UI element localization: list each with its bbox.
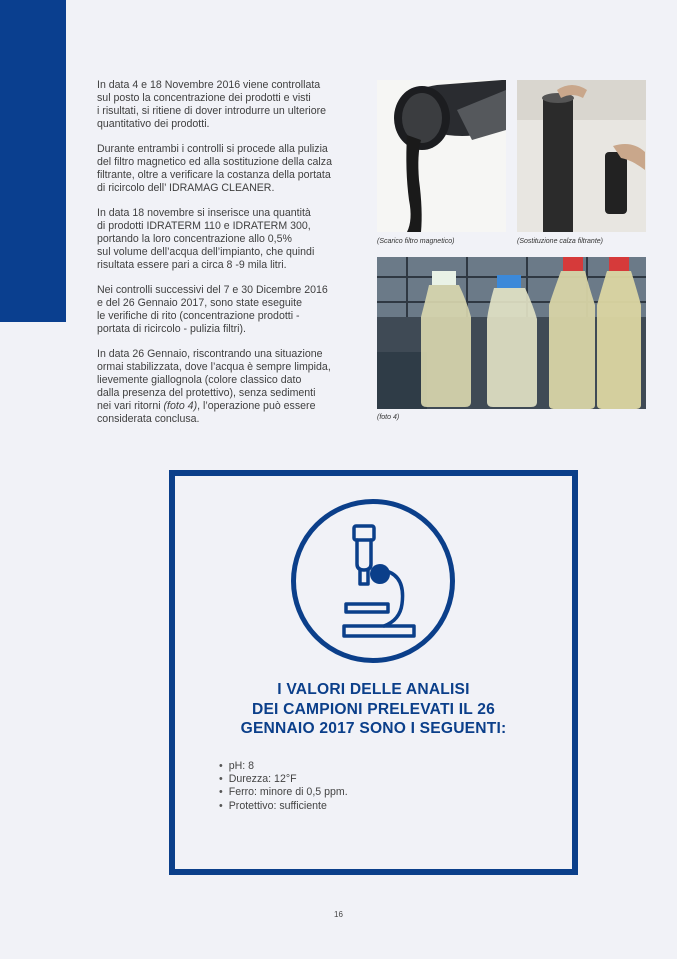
paragraph-2: Durante entrambi i controlli si procede alla pulizia del filtro magnetico ed alla sostituzione della calza filtrante, oltre a verificare la costanza della portata di ricircolo dell’ IDRAMAG CLEANER. <box>97 143 332 194</box>
results-list <box>219 760 348 813</box>
body-text <box>97 79 367 438</box>
result-ph: • pH: 8 <box>219 760 348 773</box>
result-protettivo: • Protettivo: sufficiente <box>219 800 348 813</box>
results-title-line-1: I VALORI DELLE ANALISI <box>277 681 470 698</box>
results-title-line-3: GENNAIO 2017 SONO I SEGUENTI: <box>240 720 507 737</box>
photo-magnetic-filter-discharge <box>377 80 506 232</box>
paragraph-1: In data 4 e 18 Novembre 2016 viene controllata sul posto la concentrazione dei prodotti e visti i risultati, si ritiene di dover introdurre un ulteriore quantitativo dei prodotti. <box>97 79 327 130</box>
photo-water-samples <box>377 257 646 409</box>
side-accent-bar <box>0 0 66 322</box>
caption-photo-2: (Sostituzione calza filtrante) <box>517 238 603 245</box>
paragraph-3: In data 18 novembre si inserisce una quantità di prodotti IDRATERM 110 e IDRATERM 300, portando la loro concentrazione allo 0,5% sul volume dell’acqua dell’impianto, che quindi risultata essere pari a circa 8 -9 mila litri. <box>97 207 315 271</box>
result-durezza: • Durezza: 12°F <box>219 773 348 786</box>
results-title-line-2: DEI CAMPIONI PRELEVATI IL 26 <box>251 700 495 718</box>
paragraph-5-after: , l’operazione può essere considerata conclusa. <box>97 400 316 425</box>
paragraph-5-photo-ref: (foto 4) <box>163 400 198 413</box>
result-ferro: • Ferro: minore di 0,5 ppm. <box>219 786 348 799</box>
photo-filter-sock-replacement <box>517 80 646 232</box>
caption-photo-3: (foto 4) <box>377 414 400 421</box>
paragraph-4: Nei controlli successivi del 7 e 30 Dicembre 2016 e del 26 Gennaio 2017, sono state eseguite le verifiche di rito (concentrazione prodotti - portata di ricircolo - pulizia filtri). <box>97 284 328 335</box>
microscope-icon <box>291 499 455 663</box>
analysis-results-box <box>169 470 578 875</box>
results-title <box>175 680 572 739</box>
page-number: 16 <box>334 910 343 919</box>
caption-photo-1: (Scarico filtro magnetico) <box>377 238 455 245</box>
paragraph-5-before: In data 26 Gennaio, riscontrando una situazione ormai stabilizzata, dove l’acqua è sempre limpida, lievemente giallognola (colore classico dato dalla presenza del protettivo), senza sedimenti nei vari ritorni <box>97 348 331 413</box>
paragraph-5 <box>97 348 367 425</box>
